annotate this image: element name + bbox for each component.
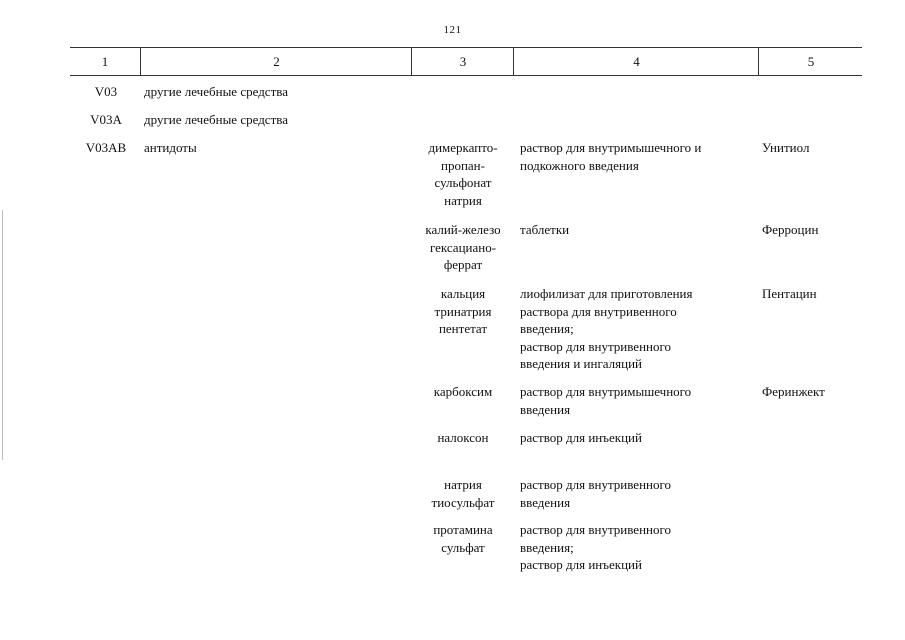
table-header <box>70 47 862 76</box>
drug-substance: калий-железо гексациано- феррат <box>425 222 501 272</box>
column-header-4: 4 <box>513 48 759 75</box>
drug-substance: димеркапто- пропан- сульфонат натрия <box>428 140 498 208</box>
column-header-5: 5 <box>758 48 863 75</box>
column-header-3: 3 <box>411 48 514 75</box>
drug-form: раствор для инъекций <box>520 430 642 445</box>
group-code: V03AB <box>85 140 127 155</box>
drug-form: раствор для внутримышечного и подкожного введения <box>520 140 702 173</box>
drug-brand: Феринжект <box>762 384 825 399</box>
group-name: антидоты <box>144 140 197 155</box>
group-code: V03 <box>94 84 118 99</box>
drug-substance: натрия тиосульфат <box>431 477 495 510</box>
drug-form: раствор для внутримышечного введения <box>520 384 692 417</box>
column-header-1: 1 <box>101 54 109 69</box>
group-name: другие лечебные средства <box>144 112 288 127</box>
drug-substance: кальция тринатрия пентетат <box>434 286 492 336</box>
scan-edge-mark <box>2 210 3 460</box>
drug-substance: протамина сульфат <box>433 522 493 555</box>
drug-form: раствор для внутривенного введения <box>520 477 671 510</box>
drug-brand: Унитиол <box>762 140 810 155</box>
drug-brand: Ферроцин <box>762 222 819 237</box>
drug-form: раствор для внутривенного введения; раствор для инъекций <box>520 522 671 572</box>
column-header-2: 2 <box>140 48 412 75</box>
page-number: 121 <box>443 24 462 36</box>
group-name: другие лечебные средства <box>144 84 288 99</box>
drug-substance: налоксон <box>437 430 489 445</box>
drug-brand: Пентацин <box>762 286 817 301</box>
group-code: V03A <box>90 112 122 127</box>
drug-substance: карбоксим <box>433 384 493 399</box>
drug-form: лиофилизат для приготовления раствора для внутривенного введения; раствор для внутривенного введения и ингаляций <box>520 286 693 371</box>
drug-form: таблетки <box>520 222 570 237</box>
